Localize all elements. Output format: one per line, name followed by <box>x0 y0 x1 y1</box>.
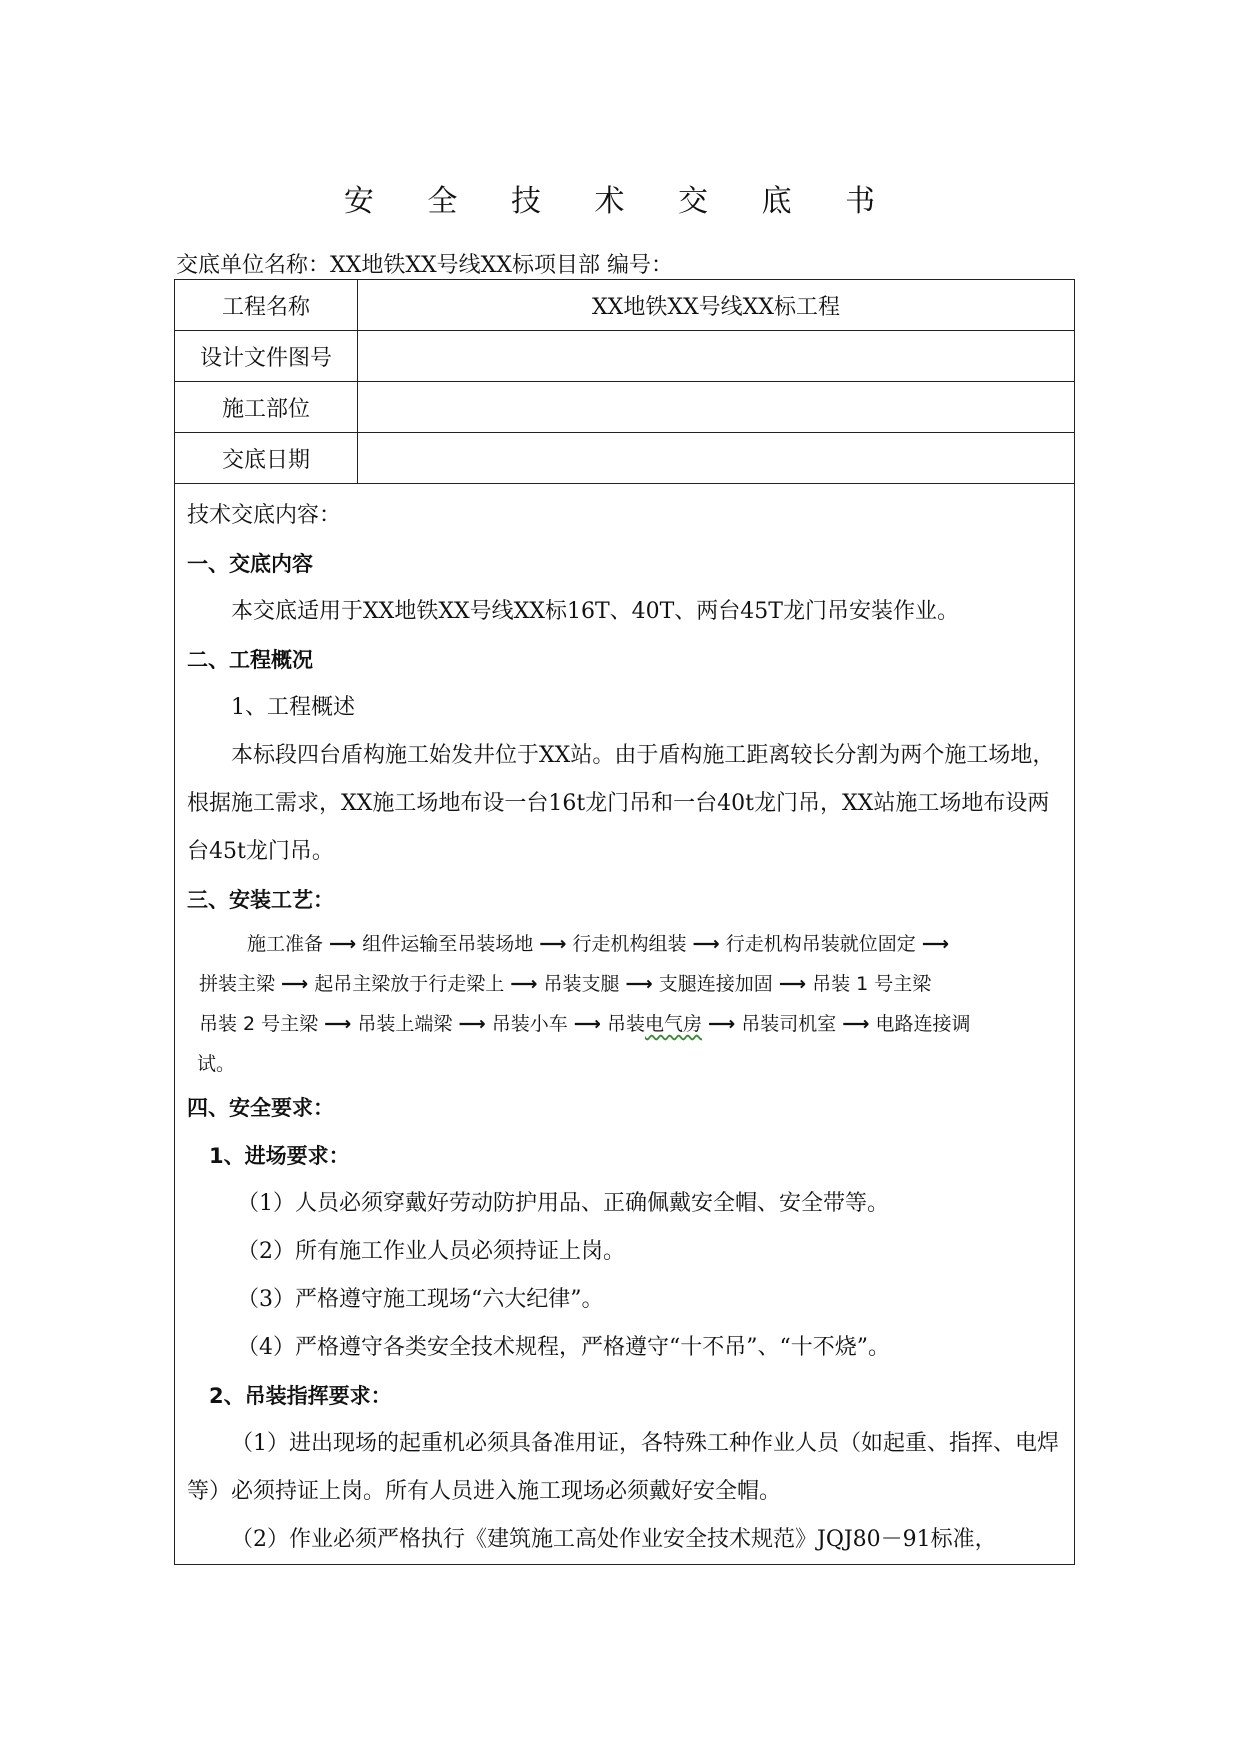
spellcheck-underlined-text: 电气房 <box>644 1013 702 1035</box>
requirement-item: （2）作业必须严格执行《建筑施工高处作业安全技术规范》JQJ80－91标准， <box>231 1527 997 1552</box>
arrow-right-icon: ⟶ <box>625 973 653 995</box>
flow-step: 吊装支腿 <box>543 973 620 995</box>
flow-step: 吊装 2 号主梁 <box>199 1013 319 1035</box>
requirement-heading-2: 2、吊装指挥要求： <box>209 1384 392 1408</box>
disclosure-date-label: 交底日期 <box>175 433 358 484</box>
section-heading-4: 四、安全要求： <box>187 1096 334 1120</box>
requirement-item: （3）严格遵守施工现场“六大纪律”。 <box>237 1287 604 1312</box>
section-heading-1: 一、交底内容 <box>187 552 313 576</box>
design-drawing-no-label: 设计文件图号 <box>175 331 358 382</box>
flow-line <box>187 924 1064 964</box>
requirement-item: （1）人员必须穿戴好劳动防护用品、正确佩戴安全帽、安全带等。 <box>237 1191 889 1216</box>
arrow-right-icon: ⟶ <box>510 973 538 995</box>
flow-step: 支腿连接加固 <box>658 973 773 995</box>
project-name-value: XX地铁XX号线XX标工程 <box>358 280 1075 331</box>
section-heading-2: 二、工程概况 <box>187 648 313 672</box>
flow-step: 试。 <box>197 1053 236 1075</box>
requirement-item: （1）进出现场的起重机必须具备准用证，各特殊工种作业人员（如起重、指挥、电焊等）必须持证上岗。所有人员进入施工现场必须戴好安全帽。 <box>187 1431 1059 1504</box>
flow-step: 吊装上端梁 <box>357 1013 453 1035</box>
flow-step: 组件运输至吊装场地 <box>362 933 534 955</box>
arrow-right-icon: ⟶ <box>707 1013 736 1035</box>
flow-step: 施工准备 <box>247 933 324 955</box>
section-1-text: 本交底适用于XX地铁XX号线XX标16T、40T、两台45T龙门吊安装作业。 <box>231 599 959 624</box>
section-2-subheading: 1、工程概述 <box>231 695 355 720</box>
requirement-item: （2）所有施工作业人员必须持证上岗。 <box>237 1239 625 1264</box>
flow-step: 行走机构吊装就位固定 <box>725 933 916 955</box>
arrow-right-icon: ⟶ <box>573 1013 601 1035</box>
table-row <box>175 331 1075 382</box>
arrow-right-icon: ⟶ <box>921 933 950 955</box>
construction-part-value <box>358 382 1075 433</box>
disclosure-date-value <box>358 433 1075 484</box>
document-title: 安 全 技 术 交 底 书 <box>343 184 898 219</box>
construction-part-label: 施工部位 <box>175 382 358 433</box>
table-row <box>175 433 1075 484</box>
flow-step: 行走机构组装 <box>572 933 687 955</box>
flow-step: 电路连接调 <box>875 1013 971 1035</box>
section-heading-3: 三、安装工艺： <box>187 888 334 912</box>
flow-line <box>187 1044 1064 1084</box>
arrow-right-icon: ⟶ <box>458 1013 486 1035</box>
flow-step: 吊装小车 <box>491 1013 568 1035</box>
arrow-right-icon: ⟶ <box>324 1013 352 1035</box>
flow-step-prefix: 吊装 <box>606 1013 645 1035</box>
arrow-right-icon: ⟶ <box>329 933 357 955</box>
content-intro: 技术交底内容： <box>187 503 342 528</box>
flow-line <box>187 964 1064 1004</box>
requirement-item: （4）严格遵守各类安全技术规程，严格遵守“十不吊”、“十不烧”。 <box>237 1335 890 1360</box>
design-drawing-no-value <box>358 331 1075 382</box>
table-row <box>175 382 1075 433</box>
installation-flow <box>187 924 1064 1084</box>
project-name-label: 工程名称 <box>175 280 358 331</box>
disclosure-table <box>174 279 1075 1565</box>
flow-step: 吊装 1 号主梁 <box>812 973 932 995</box>
unit-name-line: 交底单位名称：XX地铁XX号线XX标项目部 编号： <box>176 253 673 278</box>
table-row <box>175 484 1075 1565</box>
flow-step: 拼装主梁 <box>199 973 276 995</box>
arrow-right-icon: ⟶ <box>692 933 720 955</box>
section-2-text: 本标段四台盾构施工始发井位于XX站。由于盾构施工距离较长分割为两个施工场地，根据施工需求，XX施工场地布设一台16t龙门吊和一台40t龙门吊，XX站施工场地布设两台45t龙门吊。 <box>187 743 1055 864</box>
requirement-heading-1: 1、进场要求： <box>209 1144 350 1168</box>
content-cell <box>175 484 1075 1565</box>
flow-step <box>607 1013 702 1035</box>
flow-step: 吊装司机室 <box>741 1013 837 1035</box>
flow-line <box>187 1004 1064 1044</box>
arrow-right-icon: ⟶ <box>281 973 309 995</box>
flow-step: 起吊主梁放于行走梁上 <box>314 973 505 995</box>
disclosure-content <box>175 484 1074 1564</box>
arrow-right-icon: ⟶ <box>842 1013 870 1035</box>
arrow-right-icon: ⟶ <box>778 973 807 995</box>
table-row <box>175 280 1075 331</box>
arrow-right-icon: ⟶ <box>539 933 567 955</box>
